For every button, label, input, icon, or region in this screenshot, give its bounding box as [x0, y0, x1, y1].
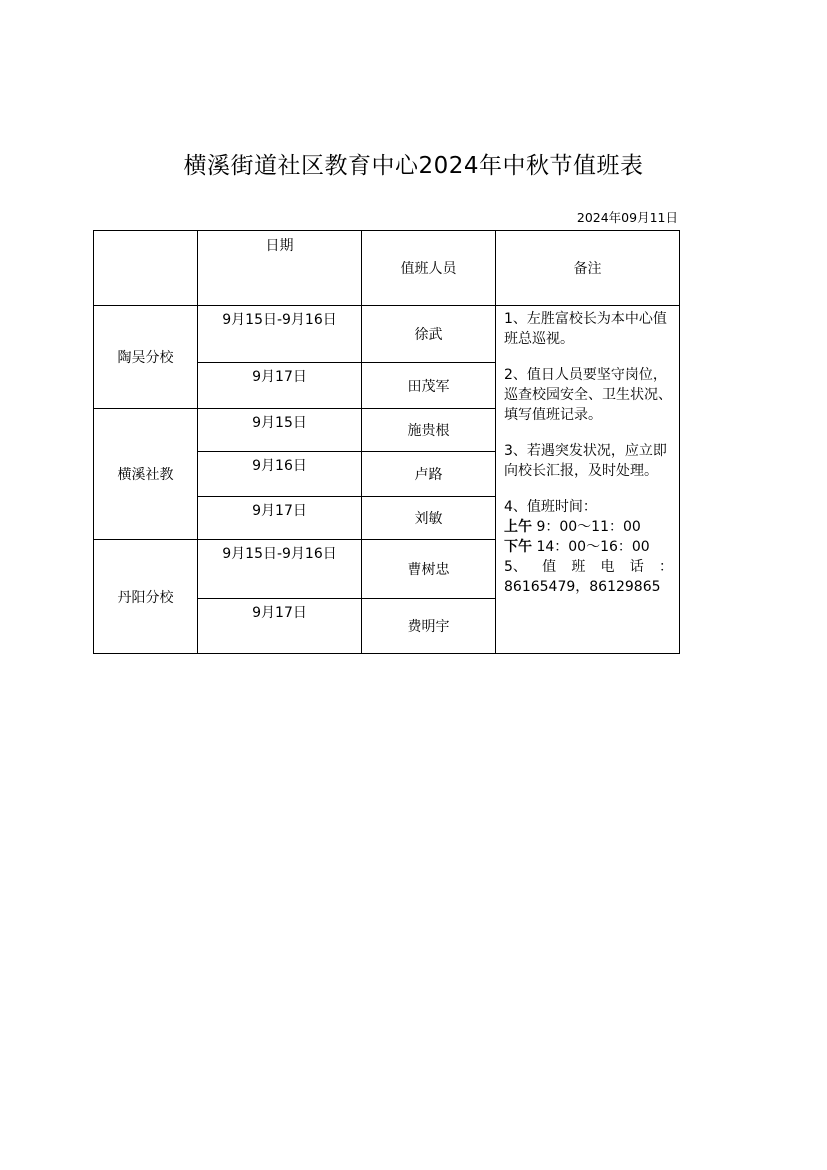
- remark-item-3: 3、若遇突发状况，应立即向校长汇报，及时处理。: [504, 443, 667, 479]
- table-row: [94, 306, 680, 363]
- header-remark: 备注: [496, 231, 680, 306]
- header-person: 值班人员: [362, 231, 496, 306]
- person-cell: 费明宇: [362, 599, 496, 654]
- date-cell: 9月16日: [198, 452, 362, 497]
- item5-part: 话: [629, 559, 644, 575]
- remark-pm-time: [504, 537, 673, 557]
- person-cell: 田茂军: [362, 363, 496, 409]
- page-title: 横溪街道社区教育中心2024年中秋节值班表: [183, 153, 644, 179]
- remark-item-2: 2、值日人员要坚守岗位，巡查校园安全、卫生状况、填写值班记录。: [504, 367, 672, 423]
- am-time: 9：00～11：00: [536, 519, 641, 535]
- item5-part: ：: [658, 559, 673, 575]
- person-cell: 刘敏: [362, 497, 496, 540]
- header-blank-cell: [94, 231, 198, 306]
- header-row: [94, 231, 680, 306]
- remark-item-5: [504, 557, 673, 577]
- item5-part: 5、: [504, 559, 527, 575]
- item5-part: 班: [571, 559, 586, 575]
- item5-part: 值: [542, 559, 557, 575]
- date-cell: 9月15日-9月16日: [198, 540, 362, 599]
- remarks-cell: [496, 306, 680, 654]
- date-cell: 9月15日: [198, 409, 362, 452]
- person-cell: 徐武: [362, 306, 496, 363]
- unit-hengxi: 横溪社教: [94, 409, 198, 540]
- date-cell: 9月15日-9月16日: [198, 306, 362, 363]
- issue-date: 2024年09月11日: [576, 210, 678, 225]
- am-label: 上午: [504, 519, 532, 535]
- person-cell: 曹树忠: [362, 540, 496, 599]
- date-cell: 9月17日: [198, 497, 362, 540]
- person-cell: 卢路: [362, 452, 496, 497]
- date-cell: 9月17日: [198, 599, 362, 654]
- remark-item-1: 1、左胜富校长为本中心值班总巡视。: [504, 311, 667, 347]
- header-date: 日期: [198, 231, 362, 306]
- unit-taowu: 陶吴分校: [94, 306, 198, 409]
- pm-label: 下午: [504, 539, 532, 555]
- person-cell: 施贵根: [362, 409, 496, 452]
- remark-phones: 86165479，86129865: [504, 579, 661, 595]
- pm-time: 14：00～16：00: [536, 539, 650, 555]
- duty-table: [93, 230, 680, 654]
- unit-danyang: 丹阳分校: [94, 540, 198, 654]
- item5-part: 电: [600, 559, 615, 575]
- date-cell: 9月17日: [198, 363, 362, 409]
- remark-am-time: [504, 517, 673, 537]
- remark-item-4-title: 4、值班时间：: [504, 499, 597, 515]
